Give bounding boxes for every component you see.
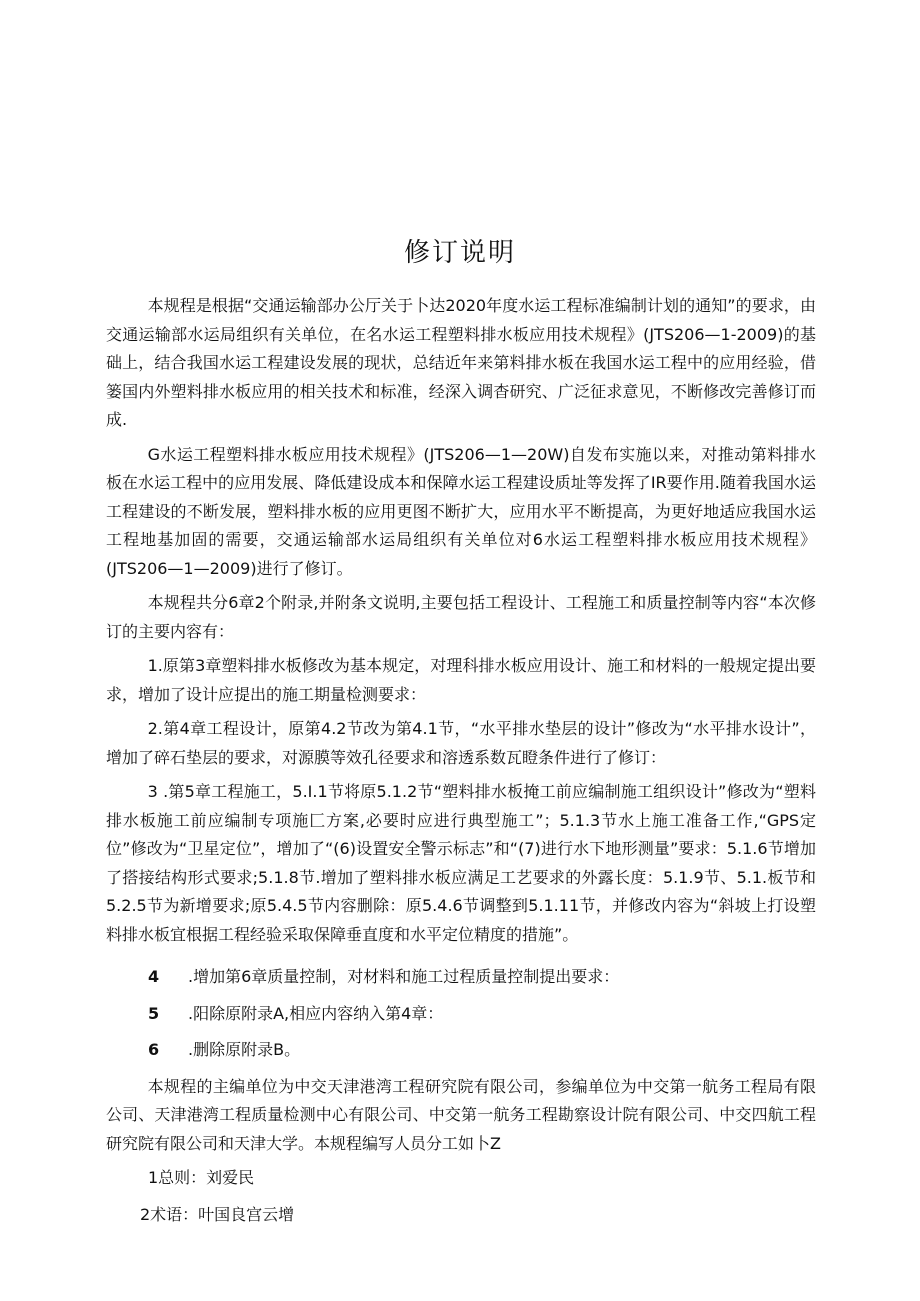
revision-item-number: 5 [148,1003,160,1023]
revision-item-4 [106,963,816,992]
document-body [106,292,816,1237]
paragraph-organizations: 本规程的主编单位为中交天津港湾工程研究院有限公司，参编单位为中交第一航务工程局有限公司、天津港湾工程质量检测中心有限公司、中交第一航务工程勘察设计院有限公司、中交四航工程研究院有限公司和天津大学。本规程编写人员分工如卜Z [106,1076,816,1153]
revision-item-text: .阳除原附录A,相应内容纳入第4章： [188,1003,444,1023]
paragraph-history: G水运工程塑料排水板应用技术规程》(JTS206—1—20W)自发布实施以来，对推动第料排水板在水运工程中的应用发展、降低建设成本和保障水运工程建设质址等发挥了IR要作用.随着我国水运工程建设的不断发展，塑料排水板的应用更图不断扩大，应用水平不断提高，为更好地适应我国水运工程地基加固的需要，交通运输部水运局组织有关单位对6水运工程塑料排水板应用技术规程》(JTS206—1—2009)进行了修订。 [106,444,816,578]
staff-line-1: 1总则：刘爱民 [148,1168,255,1187]
revision-item-5 [106,1000,816,1029]
revision-item-text: .增加第6章质量控制，对材料和施工过程质量控制提出要求： [188,967,620,986]
revision-item-number: 4 [148,967,160,986]
page-title: 修订说明 [403,238,516,268]
staff-line-2: 2术语：叶国良宫云增 [140,1204,295,1224]
paragraph-structure: 本规程共分6章2个附录,并附条文说明,主要包括工程设计、工程施工和质量控制等内容“本次修订的主要内容有： [106,593,816,641]
revision-item-number: 6 [148,1040,160,1059]
revision-item-text: .删除原附录B。 [188,1040,301,1059]
revision-item-2: 2.第4章工程设计，原第4.2节改为第4.1节，“水平排水垫层的设计”修改为“水平排水设计”，增加了碎石垫层的要求，对源膜等效孔径要求和溶透系数瓦瞪条件进行了修订： [106,719,816,767]
revision-item-1: 1.原第3章塑料排水板修改为基本规定，对理科排水板应用设计、施工和材料的一般规定提出要求，增加了设计应提出的施工期量检测要求： [106,656,816,704]
paragraph-background: 本规程是根据“交通运输部办公厅关于卜达2020年度水运工程标准编制计划的通知”的要求，由交通运输部水运局组织有关单位，在名水运工程塑料排水板应用技术规程》(JTS206—1-2009)的基础上，结合我国水运工程建设发展的现状，总结近年来第料排水板在我国水运工程中的应用经验，借篓国内外塑料排水板应用的相关技术和标准，经深入调杳研究、广泛征求意见，不断修改完善修订而成. [106,296,816,429]
revision-item-3: 3 .第5章工程施工，5.I.1节将原5.1.2节“塑料排水板掩工前应编制施工组织设计”修改为“塑料排水板施工前应编制专项施匚方案,必要时应进行典型施工”；5.1.3节水上施工准备工作,“GPS定位”修改为“卫星定位”，增加了“(6)设置安全警示标志”和“(7)进行水下地形测量”要求：5.1.6节增加了搭接结构形式要求;5.1.8节.增加了塑料排水板应满足工艺要求的外露长度：5.1.9节、5.1.板节和5.2.5节为新增要求;原5.4.5节内容删除：原5.4.6节调整到5.1.11节，并修改内容为“斜坡上打设塑料排水板宜根据工程经验采取保障垂直度和水平定位精度的措施”。 [106,782,816,944]
revision-item-6 [106,1036,816,1065]
